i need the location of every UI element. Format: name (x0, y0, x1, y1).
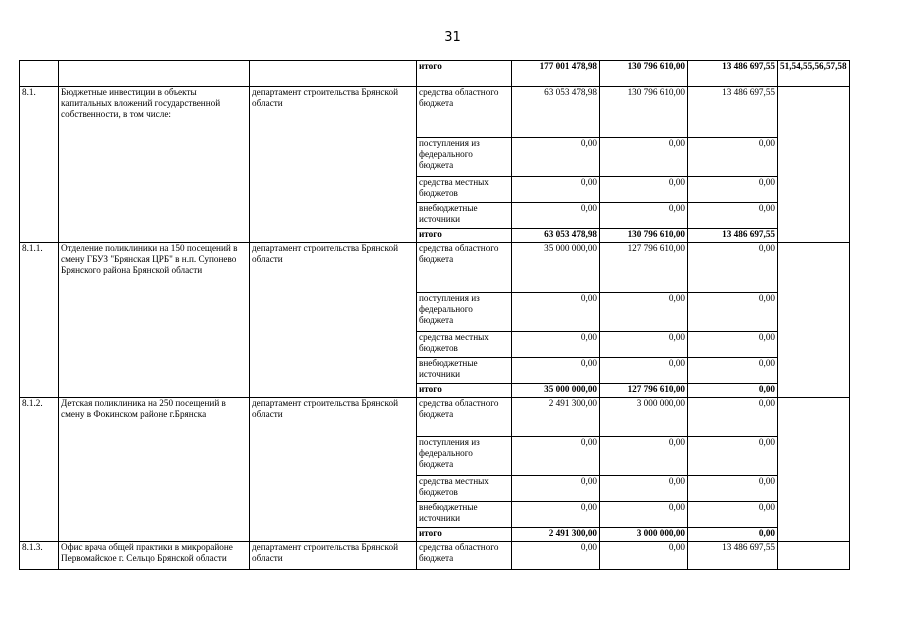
source-label: средства областного бюджета (417, 87, 512, 138)
total-cell: 2 491 300,00 (512, 528, 600, 542)
value-cell: 0,00 (688, 177, 778, 203)
source-label: средства областного бюджета (417, 542, 512, 570)
item-number: 8.1. (20, 87, 59, 243)
value-cell: 0,00 (600, 293, 688, 332)
source-label: внебюджетные источники (417, 358, 512, 384)
item-number: 8.1.1. (20, 243, 59, 398)
value-cell: 0,00 (600, 542, 688, 570)
total-cell: 130 796 610,00 (600, 229, 688, 243)
value-cell: 0,00 (512, 437, 600, 476)
item-name: Офис врача общей практики в микрорайоне Первомайское г. Сельцо Брянской области (59, 542, 250, 570)
item-number: 8.1.3. (20, 542, 59, 570)
value-cell: 127 796 610,00 (600, 243, 688, 293)
value-cell: 0,00 (688, 243, 778, 293)
total-cell: 130 796 610,00 (600, 61, 688, 87)
total-cell: 0,00 (688, 384, 778, 398)
value-cell: 0,00 (512, 138, 600, 177)
value-cell: 0,00 (512, 293, 600, 332)
source-label: средства областного бюджета (417, 398, 512, 437)
value-cell: 0,00 (512, 476, 600, 502)
source-label: поступления из федерального бюджета (417, 437, 512, 476)
value-cell: 0,00 (688, 437, 778, 476)
value-cell: 35 000 000,00 (512, 243, 600, 293)
value-cell: 0,00 (600, 138, 688, 177)
item-name: Бюджетные инвестиции в объекты капитальных вложений государственной собственности, в том числе: (59, 87, 250, 243)
value-cell: 130 796 610,00 (600, 87, 688, 138)
table-row (20, 542, 850, 570)
value-cell: 0,00 (688, 332, 778, 358)
value-cell: 0,00 (600, 358, 688, 384)
source-label: поступления из федерального бюджета (417, 138, 512, 177)
item-executor: департамент строительства Брянской области (250, 87, 417, 243)
source-label: внебюджетные источники (417, 203, 512, 229)
value-cell: 0,00 (688, 398, 778, 437)
source-label: средства местных бюджетов (417, 332, 512, 358)
table-row (20, 398, 850, 437)
source-label: итого (417, 384, 512, 398)
budget-table (19, 60, 850, 570)
source-label: поступления из федерального бюджета (417, 293, 512, 332)
source-label: средства местных бюджетов (417, 476, 512, 502)
source-label: итого (417, 61, 512, 87)
value-cell: 0,00 (688, 138, 778, 177)
total-cell: 63 053 478,98 (512, 229, 600, 243)
value-cell: 0,00 (600, 203, 688, 229)
table-row (20, 243, 850, 293)
total-cell: 13 486 697,55 (688, 229, 778, 243)
value-cell: 0,00 (512, 177, 600, 203)
value-cell: 0,00 (512, 203, 600, 229)
value-cell: 0,00 (512, 542, 600, 570)
table-row (20, 87, 850, 138)
total-cell: 35 000 000,00 (512, 384, 600, 398)
page-number: 31 (444, 30, 461, 45)
value-cell: 0,00 (600, 332, 688, 358)
notes-cell: 51,54,55,56,57,58 (778, 61, 850, 87)
value-cell: 0,00 (512, 332, 600, 358)
item-executor: департамент строительства Брянской области (250, 398, 417, 542)
value-cell: 0,00 (512, 358, 600, 384)
item-executor: департамент строительства Брянской области (250, 542, 417, 570)
value-cell: 0,00 (600, 437, 688, 476)
source-label: итого (417, 528, 512, 542)
value-cell: 13 486 697,55 (688, 87, 778, 138)
value-cell: 3 000 000,00 (600, 398, 688, 437)
value-cell: 63 053 478,98 (512, 87, 600, 138)
total-cell: 177 001 478,98 (512, 61, 600, 87)
source-label: средства местных бюджетов (417, 177, 512, 203)
total-cell: 3 000 000,00 (600, 528, 688, 542)
value-cell: 0,00 (600, 502, 688, 528)
total-cell: 13 486 697,55 (688, 61, 778, 87)
value-cell: 0,00 (600, 177, 688, 203)
source-label: средства областного бюджета (417, 243, 512, 293)
table-row (20, 61, 850, 87)
item-name: Отделение поликлиники на 150 посещений в смену ГБУЗ "Брянская ЦРБ" в н.п. Супонево Брянского района Брянской области (59, 243, 250, 398)
item-executor: департамент строительства Брянской области (250, 243, 417, 398)
source-label: итого (417, 229, 512, 243)
item-name: Детская поликлиника на 250 посещений в смену в Фокинском районе г.Брянска (59, 398, 250, 542)
value-cell: 0,00 (688, 358, 778, 384)
value-cell: 0,00 (512, 502, 600, 528)
source-label: внебюджетные источники (417, 502, 512, 528)
value-cell: 0,00 (688, 203, 778, 229)
value-cell: 0,00 (688, 476, 778, 502)
total-cell: 0,00 (688, 528, 778, 542)
value-cell: 0,00 (688, 502, 778, 528)
value-cell: 13 486 697,55 (688, 542, 778, 570)
value-cell: 2 491 300,00 (512, 398, 600, 437)
value-cell: 0,00 (688, 293, 778, 332)
total-cell: 127 796 610,00 (600, 384, 688, 398)
item-number: 8.1.2. (20, 398, 59, 542)
value-cell: 0,00 (600, 476, 688, 502)
